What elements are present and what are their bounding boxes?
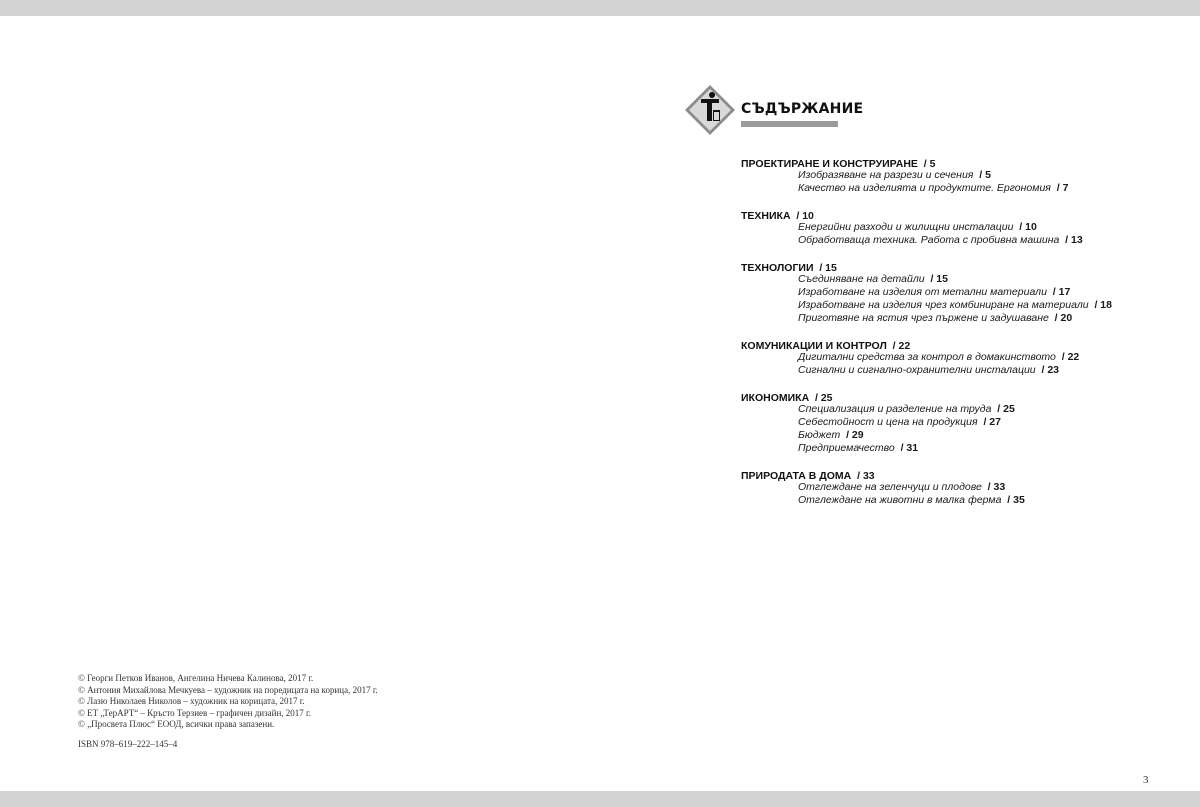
item-title: Бюджет [798,429,841,441]
toc-item: Себестойност и цена на продукция / 27 [798,416,1001,428]
toc-section [741,156,1181,195]
section-title: ТЕХНИКА [741,210,791,222]
item-page: 17 [1058,286,1071,298]
toc-item: Отглеждане на животни в малка ферма / 35 [798,494,1025,506]
section-heading: ПРИРОДАТА В ДОМА / 33 [741,470,875,482]
bottom-band [0,791,1200,807]
copyright-line: © ЕТ „ТерАРТ“ – Кръсто Терзиев – графичен дизайн, 2017 г. [78,707,311,718]
item-page: 25 [1003,403,1015,415]
section-page: 5 [929,158,936,170]
item-title: Обработваща техника. Работа с пробивна машина [798,234,1060,246]
copyright-line: © „Просвета Плюс“ ЕООД, всички права запазени. [78,719,275,730]
section-title: ПРОЕКТИРАНЕ И КОНСТРУИРАНЕ [741,158,918,170]
item-title: Приготвяне на ястия чрез пържене и задушаване [798,312,1049,324]
item-page: 18 [1100,299,1112,311]
section-heading: ПРОЕКТИРАНЕ И КОНСТРУИРАНЕ / 5 [741,158,936,170]
toc-item: Изработване на изделия чрез комбиниране на материали / 18 [798,299,1112,311]
heading-underline [741,121,838,127]
isbn: ISBN 978–619–222–145–4 [78,739,178,749]
item-page: 27 [989,416,1001,428]
item-page: 7 [1062,182,1069,194]
copyright-block [78,673,378,731]
item-title: Изработване на изделия от метални материали [798,286,1047,298]
item-page: 29 [851,429,864,441]
item-title: Специализация и разделение на труда [798,403,992,415]
section-page: 10 [802,210,814,222]
item-title: Съединяване на детайли [798,273,925,285]
section-heading: ТЕХНИКА / 10 [741,210,814,222]
toc-item: Качество на изделията и продуктите. Ергономия / 7 [798,182,1069,194]
page-number: 3 [1143,774,1149,786]
table-of-contents [741,156,1181,520]
section-heading: ИКОНОМИКА / 25 [741,392,833,404]
item-title: Дигитални средства за контрол в домакинството [798,351,1056,363]
toc-item: Бюджет / 29 [798,429,864,441]
toc-item: Приготвяне на ястия чрез пържене и задушаване / 20 [798,312,1073,324]
top-band [0,0,1200,16]
toc-section [741,468,1181,507]
toc-item: Обработваща техника. Работа с пробивна машина / 13 [798,234,1083,246]
toc-section [741,338,1181,377]
item-page: 15 [936,273,948,285]
section-title: КОМУНИКАЦИИ И КОНТРОЛ [741,340,887,352]
toc-item: Изобразяване на разрези и сечения / 5 [798,169,991,181]
toc-item: Сигнални и сигнално-охранителни инсталации / 23 [798,364,1059,376]
item-page: 23 [1047,364,1059,376]
section-page: 15 [825,262,837,274]
item-title: Изобразяване на разрези и сечения [798,169,974,181]
item-title: Предприемачество [798,442,895,454]
item-page: 33 [993,481,1006,493]
item-page: 31 [906,442,919,454]
item-page: 5 [985,169,991,181]
item-title: Отглеждане на зеленчуци и плодове [798,481,982,493]
section-title: ПРИРОДАТА В ДОМА [741,470,852,482]
toc-item: Предприемачество / 31 [798,442,919,454]
item-title: Себестойност и цена на продукция [798,416,978,428]
item-title: Отглеждане на животни в малка ферма [798,494,1002,506]
toc-item: Съединяване на детайли / 15 [798,273,948,285]
toc-section [741,260,1181,325]
copyright-line: © Лазю Николаев Николов – художник на корицата, 2017 г. [78,696,305,707]
item-title: Изработване на изделия чрез комбиниране на материали [798,299,1089,311]
toc-section [741,390,1181,455]
item-page: 13 [1071,234,1083,246]
toc-item: Изработване на изделия от метални материали / 17 [798,286,1071,298]
copyright-line: © Антония Михайлова Мечкуева – художник на поредицата на корица, 2017 г. [78,684,378,695]
toc-item: Отглеждане на зеленчуци и плодове / 33 [798,481,1006,493]
section-heading: ТЕХНОЛОГИИ / 15 [741,262,837,274]
toolbox-t-logo-icon [684,84,736,136]
section-heading: КОМУНИКАЦИИ И КОНТРОЛ / 22 [741,340,911,352]
item-page: 35 [1013,494,1025,506]
toc-item: Енергийни разходи и жилищни инсталации / 10 [798,221,1037,233]
toc-section [741,208,1181,247]
toc-item: Дигитални средства за контрол в домакинството / 22 [798,351,1080,363]
item-title: Сигнални и сигнално-охранителни инсталации [798,364,1036,376]
item-title: Качество на изделията и продуктите. Ергономия [798,182,1051,194]
item-page: 20 [1060,312,1073,324]
section-page: 33 [862,470,875,482]
item-page: 22 [1067,351,1080,363]
item-title: Енергийни разходи и жилищни инсталации [798,221,1014,233]
toc-heading: СЪДЪРЖАНИЕ [741,101,864,117]
item-page: 10 [1025,221,1037,233]
section-page: 25 [820,392,833,404]
copyright-line: © Георги Петков Иванов, Ангелина Ничева Калинова, 2017 г. [78,673,314,683]
section-title: ИКОНОМИКА [741,392,810,404]
toc-item: Специализация и разделение на труда / 25 [798,403,1015,415]
section-page: 22 [898,340,911,352]
section-title: ТЕХНОЛОГИИ [741,262,814,274]
